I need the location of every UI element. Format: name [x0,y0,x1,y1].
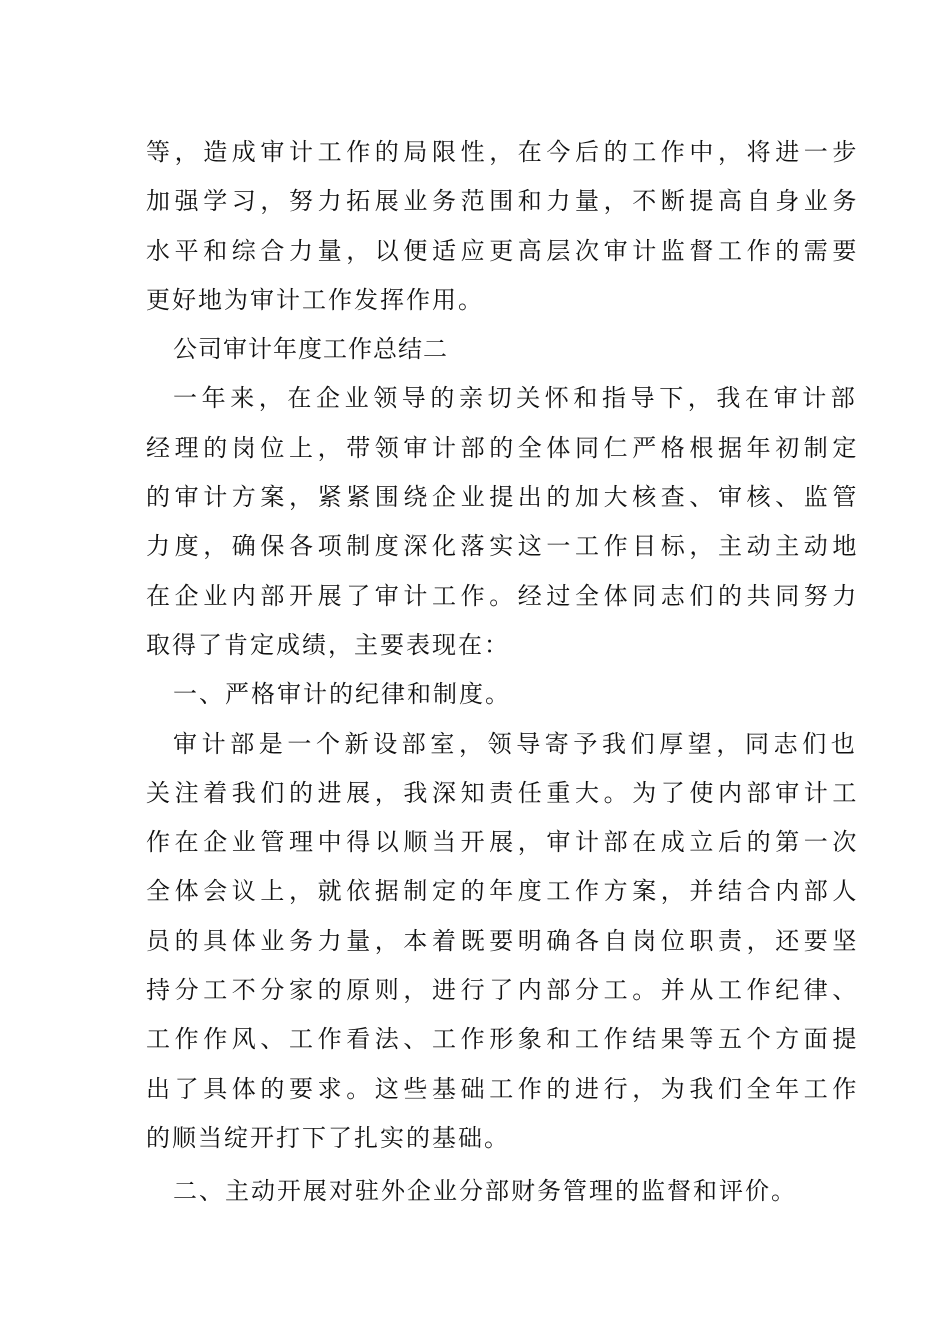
text-line: 等，造成审计工作的局限性，在今后的工作中，将进一步 [146,138,861,166]
text-line: 在企业内部开展了审计工作。经过全体同志们的共同努力 [146,581,861,610]
text-line: 关注着我们的进展，我深知责任重大。为了使内部审计工 [146,778,861,807]
text-line: 出了具体的要求。这些基础工作的进行，为我们全年工作 [146,1074,861,1103]
subheading: 二、主动开展对驻外企业分部财务管理的监督和评价。 [173,1177,797,1206]
text-line: 取得了肯定成绩，主要表现在： [146,630,510,659]
text-line: 全体会议上，就依据制定的年度工作方案，并结合内部人 [146,877,861,906]
text-line: 水平和综合力量，以便适应更高层次审计监督工作的需要 [146,236,861,265]
text-line: 审计部是一个新设部室，领导寄予我们厚望，同志们也 [173,729,860,758]
document-body [146,128,861,1217]
text-line: 持分工不分家的原则，进行了内部分工。并从工作纪律、 [146,976,861,1005]
text-line: 更好地为审计工作发挥作用。 [146,285,484,314]
text-line: 工作作风、工作看法、工作形象和工作结果等五个方面提 [146,1025,861,1054]
text-line: 经理的岗位上，带领审计部的全体同仁严格根据年初制定 [146,433,861,462]
text-line: 的顺当绽开打下了扎实的基础。 [146,1123,510,1152]
text-line: 加强学习，努力拓展业务范围和力量，不断提高自身业务 [146,187,861,216]
section-title: 公司审计年度工作总结二 [173,335,448,364]
subheading: 一、严格审计的纪律和制度。 [173,680,511,709]
text-line: 力度，确保各项制度深化落实这一工作目标，主动主动地 [146,532,861,561]
text-line: 员的具体业务力量，本着既要明确各自岗位职责，还要坚 [146,926,861,955]
text-line: 的审计方案，紧紧围绕企业提出的加大核查、审核、监管 [146,483,861,512]
text-line: 作在企业管理中得以顺当开展，审计部在成立后的第一次 [146,828,861,857]
text-line: 一年来，在企业领导的亲切关怀和指导下，我在审计部 [173,384,860,413]
